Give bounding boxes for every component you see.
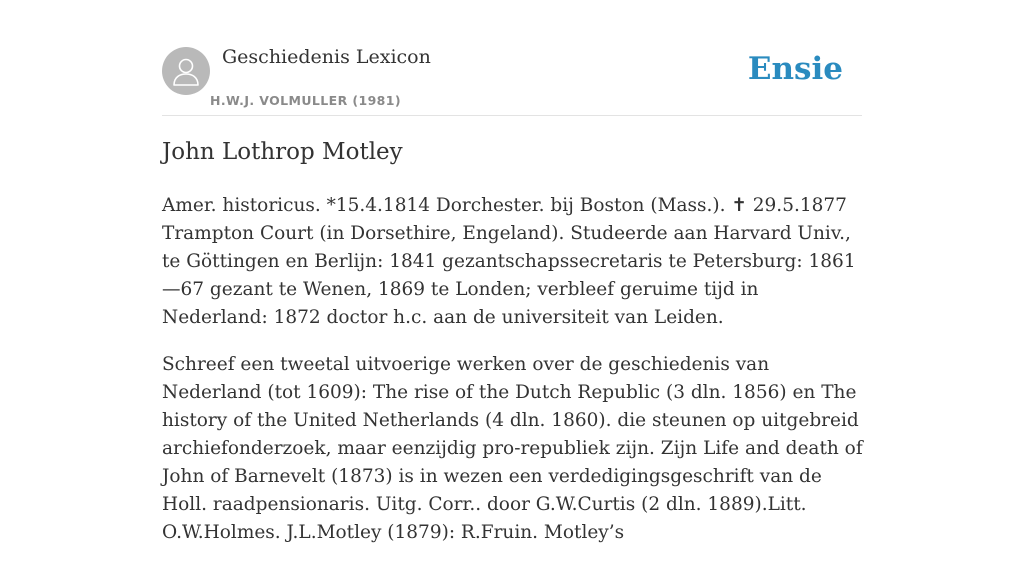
article-paragraph: Schreef een tweetal uitvoerige werken over de geschiedenis van Nederland (tot 1609): The rise of the Dutch Republic (3 dln. 1856) en The history of the United Netherlands (4 dln. 1860). die steunen op uitgebreid archiefonderzoek, maar eenzijdig pro-republiek zijn. Zijn Life and death of John of Barnevelt (1873) is in wezen een verdedigingsgeschrift van de Holl. raadpensionaris. Uitg. Corr.. door G.W.Curtis (2 dln. 1889).Litt. O.W.Holmes. J.L.Motley (1879): R.Fruin. Motley’s	[162, 354, 863, 543]
page-container	[162, 0, 863, 543]
ensie-logo-link[interactable]: Ensie	[747, 51, 843, 87]
lexicon-author[interactable]: H.W.J. VOLMULLER (1981)	[210, 93, 401, 108]
article-body	[162, 192, 868, 566]
user-avatar-icon[interactable]	[162, 47, 210, 95]
person-icon	[171, 55, 201, 87]
article-title: John Lothrop Motley	[162, 139, 403, 165]
article-paragraph: Amer. historicus. *15.4.1814 Dorchester. bij Boston (Mass.). ✝ 29.5.1877 Trampton Court (in Dorsethire, Engeland). Studeerde aan Harvard Univ., te Göttingen en Berlijn: 1841 gezantschapssecretaris te Petersburg: 1861—67 gezant te Wenen, 1869 te Londen; verbleef geruime tijd in Nederland: 1872 doctor h.c. aan de universiteit van Leiden.	[162, 195, 856, 328]
lexicon-title[interactable]: Geschiedenis Lexicon	[222, 46, 431, 68]
lexicon-header	[162, 0, 862, 116]
